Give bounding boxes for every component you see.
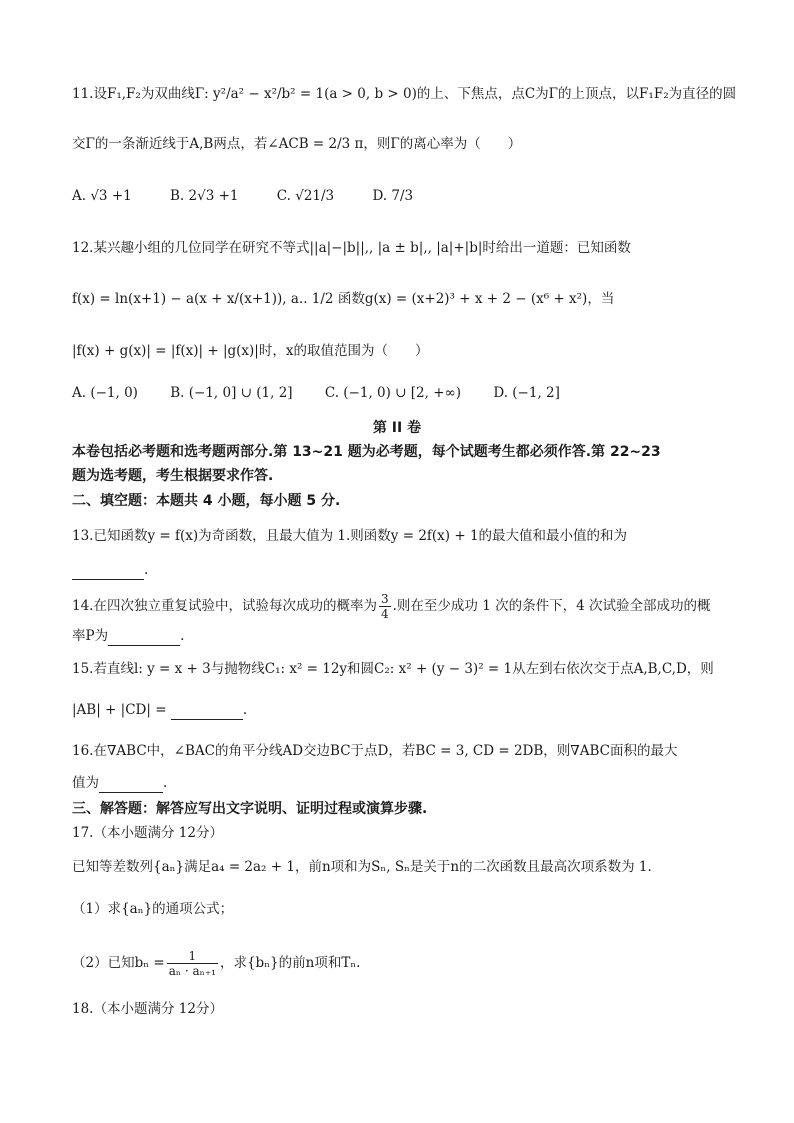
q11-option-b: B. 2√3 +1	[170, 188, 239, 204]
q16-answer-blank	[99, 778, 163, 793]
q15-answer-blank	[171, 705, 243, 720]
section2-intro-line2: 题为选考题，考生根据要求作答.	[72, 468, 274, 484]
q14-line1: 14.在四次独立重复试验中，试验每次成功的概率为 $\frac{3}{4}$ .则在至少成功 1 次的条件下，4 次试验全部成功的概	[72, 592, 711, 621]
fill-in-heading: 二、填空题：本题共 4 小题，每小题 5 分.	[72, 493, 341, 509]
q12-option-a: A. (−1, 0)	[72, 385, 138, 401]
q17-bn-fraction: $\frac{1}{\text{aₙ · aₙ₊₁}}$	[168, 949, 216, 978]
q13-line2: .	[72, 560, 732, 580]
q12-line1: 12.某兴趣小组的几位同学在研究不等式||a|−|b||,, |a ± b|,, |a|+|b|时给出一道题：已知函数	[72, 240, 631, 256]
q17-part2: （2）已知bₙ = $\frac{1}{\text{aₙ · aₙ₊₁}}$ ，求{bₙ}的前n项和Tₙ.	[72, 949, 361, 978]
q12-option-c: C. (−1, 0) ∪ [2, +∞)	[324, 385, 462, 401]
q14-line2: 率P为 .	[72, 628, 185, 644]
q16-line1: 16.在∇ABC中，∠BAC的角平分线AD交边BC于点D，若BC = 3, CD = 2DB，则∇ABC面积的最大	[72, 743, 678, 759]
q13-answer-blank	[72, 565, 144, 580]
q17-title: 17.（本小题满分 12分）	[72, 825, 223, 841]
q12-options	[72, 383, 732, 403]
q16-line2: 值为 .	[72, 775, 168, 791]
q14-answer-blank	[108, 631, 180, 646]
q15-line2: |AB| + |CD| = .	[72, 702, 248, 718]
q11-option-c: C. √21/3	[276, 188, 335, 204]
q12-option-d: D. (−1, 2]	[493, 385, 560, 401]
section2-intro-line1: 本卷包括必考题和选考题两部分.第 13~21 题为必考题，每个试题考生都必须作答.第 22~23	[72, 444, 661, 460]
q11-line1: 11.设F₁,F₂为双曲线Γ: y²/a² − x²/b² = 1(a > 0, b > 0)的上、下焦点，点C为Γ的上顶点，以F₁F₂为直径的圆	[72, 86, 737, 102]
q11-line2: 交Γ的一条渐近线于A,B两点，若∠ACB = 2/3 π，则Γ的离心率为（ ）	[72, 136, 522, 152]
q17-part1: （1）求{aₙ}的通项公式；	[72, 901, 234, 917]
q14-probability-fraction: $\frac{3}{4}$	[380, 592, 389, 621]
q13-line1: 13.已知函数y = f(x)为奇函数，且最大值为 1.则函数y = 2f(x) + 1的最大值和最小值的和为	[72, 528, 628, 544]
q11-option-a: A. √3 +1	[72, 188, 132, 204]
q15-line1: 15.若直线l: y = x + 3与抛物线C₁: x² = 12y和圆C₂: x² + (y − 3)² = 1从左到右依次交于点A,B,C,D，则	[72, 661, 714, 677]
q11-options	[72, 186, 732, 206]
q17-stem: 已知等差数列{aₙ}满足a₄ = 2a₂ + 1，前n项和为Sₙ, Sₙ是关于n的二次函数且最高次项系数为 1.	[72, 859, 652, 875]
section2-heading: 第 II 卷	[372, 420, 422, 436]
q12-option-b: B. (−1, 0] ∪ (1, 2]	[170, 385, 293, 401]
q18-title: 18.（本小题满分 12分）	[72, 1001, 223, 1017]
q11-option-d: D. 7/3	[372, 188, 414, 204]
q12-line3: |f(x) + g(x)| = |f(x)| + |g(x)|时，x的取值范围为（ ）	[72, 343, 429, 359]
section3-heading: 三、解答题：解答应写出文字说明、证明过程或演算步骤.	[72, 801, 428, 817]
q12-line2: f(x) = ln(x+1) − a(x + x/(x+1)), a.. 1/2 函数g(x) = (x+2)³ + x + 2 − (x⁶ + x²)，当	[72, 291, 615, 307]
